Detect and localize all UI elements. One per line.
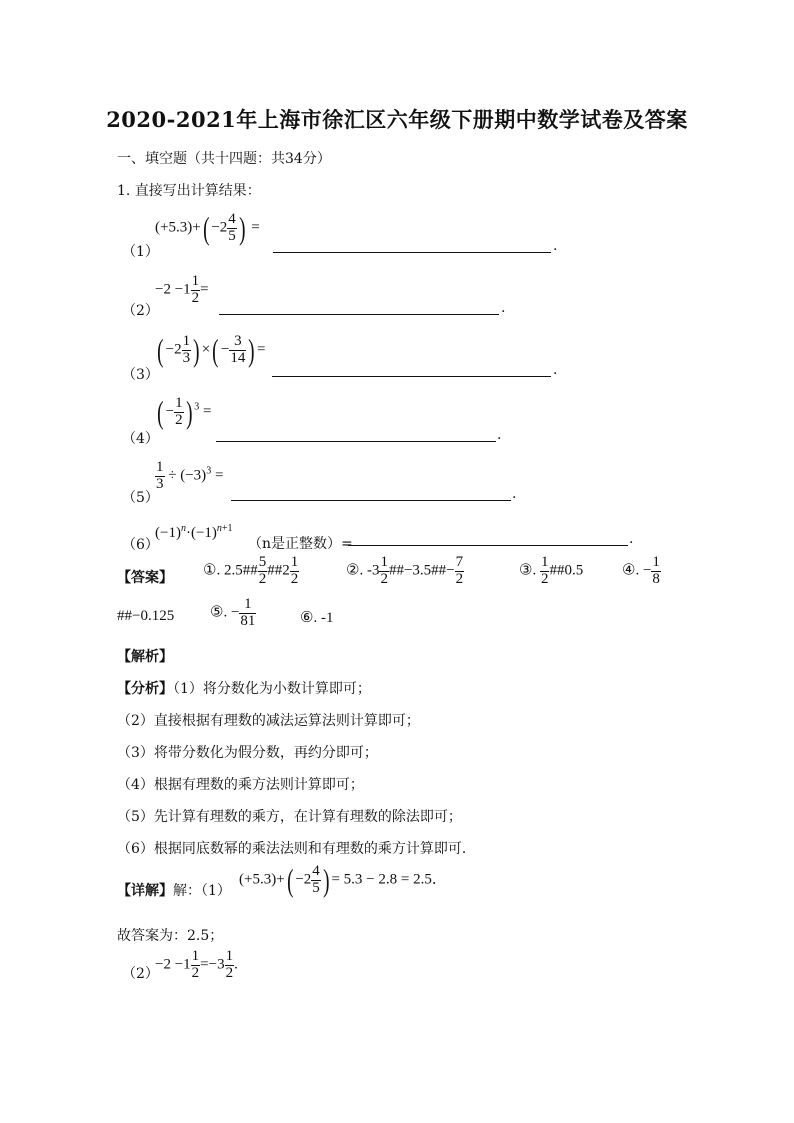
answer-3: ③. $\frac{1}{2}$ ##0.5 [519, 554, 584, 587]
q1-item1-expr: (+5.3)+( −2 $\frac{4}{5}$ ) = [155, 210, 260, 247]
q1-item4-label: （4） [122, 431, 159, 447]
q1-item6-note: （n是正整数）= [248, 536, 353, 552]
answer-blank-2[interactable] [219, 314, 499, 315]
section-header: 一、填空题（共十四题：共34分） [117, 151, 331, 167]
answer-5: ⑤. − $\frac{1}{81}$ [210, 596, 256, 629]
analysis-line-6: （6）根据同底数幂的乘法法则和有理数的乘方计算即可． [117, 841, 476, 857]
detail-expr-1: (+5.3)+( −2 $\frac{4}{5}$ ) = 5.3 − 2.8 = 2.5． [239, 862, 447, 899]
q1-item3-label: （3） [122, 367, 159, 383]
analysis-label: 【解析】 [117, 649, 173, 665]
q1-item2-expr: −2 −1 $\frac{1}{2}$ = [155, 273, 209, 306]
detail-line-1: 【详解】解：（1） [117, 883, 231, 899]
answer-blank-1[interactable] [273, 252, 551, 253]
analysis-line-3: （3）将带分数化为假分数，再约分即可； [117, 745, 378, 761]
answer-6: ⑥. -1 [300, 610, 334, 626]
q1-item6-label: （6） [122, 537, 159, 553]
analysis-line-1: 【分析】（1）将分数化为小数计算即可； [117, 681, 371, 697]
answer-4: ④. − $\frac{1}{8}$ [622, 554, 660, 587]
q1-item5-label: （5） [122, 490, 159, 506]
detail-answer-line: 故答案为：2.5； [117, 928, 224, 944]
q1-item2-label: （2） [122, 303, 159, 319]
answer-blank-5[interactable] [231, 500, 511, 501]
answer-blank-4[interactable] [216, 441, 496, 442]
analysis-line-5: （5）先计算有理数的乘方，在计算有理数的除法即可； [117, 809, 462, 825]
answer-blank-3[interactable] [272, 376, 551, 377]
answer-4-cont: ##−0.125 [117, 608, 175, 624]
q1-item4-expr: ( − $\frac{1}{2}$ ) $^3$ = [157, 394, 212, 431]
detail-expr-2: −2 −1 $\frac{1}{2}$ =−3 $\frac{1}{2}$ . [155, 948, 238, 981]
analysis-line-2: （2）直接根据有理数的减法运算法则计算即可； [117, 713, 420, 729]
q1-item6-expr: $(-1)^n\cdot(-1)^{n+1}$ [155, 523, 233, 541]
q1-item3-expr: ( −2 $\frac{1}{3}$ ) ×( − $\frac{3}{14}$ ) = [157, 332, 266, 369]
detail-line-2-label: （2） [122, 966, 159, 982]
q1-item5-expr: $\frac{1}{3}$ ÷ $(-3)^3$ = [156, 459, 224, 492]
answer-blank-6[interactable] [348, 545, 628, 546]
analysis-line-4: （4）根据有理数的乘方法则计算即可； [117, 777, 364, 793]
answer-1: ①. 2.5## $\frac{5}{2}$ ##2 $\frac{1}{2}$ [203, 554, 299, 587]
question-1-stem: 1. 直接写出计算结果： [117, 183, 261, 199]
answer-label: 【答案】 [117, 570, 173, 586]
answer-2: ②. -3 $\frac{1}{2}$ ##−3.5##− $\frac{7}{2}$ [346, 554, 464, 587]
q1-item1-label: （1） [122, 244, 159, 260]
page-title: 2020-2021年上海市徐汇区六年级下册期中数学试卷及答案 [106, 107, 688, 132]
